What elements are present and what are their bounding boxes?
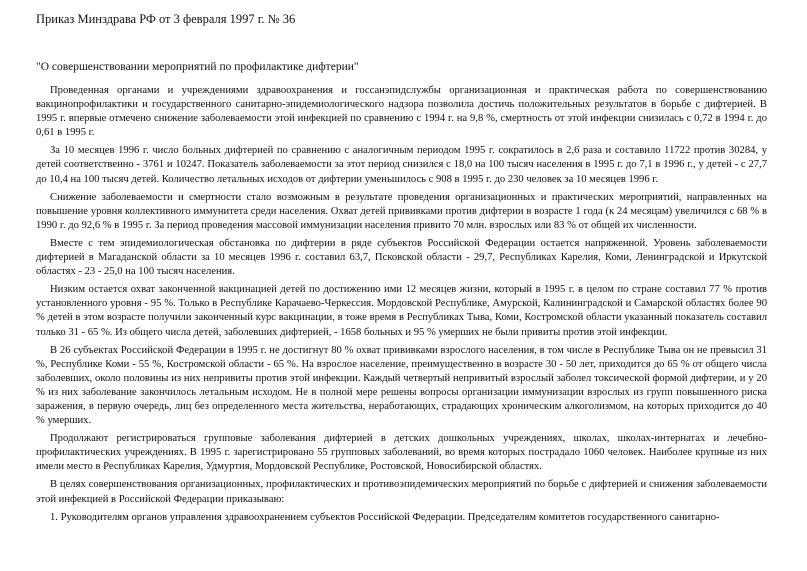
paragraph-3: Снижение заболеваемости и смертности стало возможным в результате проведения организационных и практических мероприятий, направленных на повышение уровня коллективного иммунитета среди населения. Охват детей прививками против дифтерии в возрасте 1 года (к 24 месяцам) увеличился с 68 % в 1990 г. до 92,6 % в 1995 г. За период проведения массовой иммунизации населения привито 70 млн. взрослых или 83 % от общей их численности. [36, 191, 767, 231]
paragraph-5: Низким остается охват законченной вакцинацией детей по достижению ими 12 месяцев жизни, который в 1995 г. в целом по стране составил 77 % против установленного уровня - 95 %. Только в Республике Карачаево-Черкессия. Мордовской Республике, Амурской, Калининградской и Самарской областях более 90 % детей в этом возрасте получили законченный курс вакцинации, в тоже время в Республиках Тыва, Коми, Костромской области указанный показатель составил только 31 - 65 %. Из общего числа детей, заболевших дифтерией, - 1658 больных и 95 % умерших не были привиты против этой инфекции. [36, 284, 767, 338]
document-body [36, 84, 767, 529]
paragraph-7: Продолжают регистрироваться групповые заболевания дифтерией в детских дошкольных учреждениях, школах, школах-интернатах и лечебно-профилактических учреждениях. В 1995 г. зарегистрировано 55 групповых заболеваний, во время которых пострадало 1060 человек. Наиболее крупные из них имели место в Республиках Карелия, Удмуртия, Мордовской Республике, Ростовской, Новосибирской областях. [36, 433, 767, 473]
document-title: Приказ Минздрава РФ от 3 февраля 1997 г. № 36 [36, 12, 296, 26]
paragraph-9: 1. Руководителям органов управления здравоохранением субъектов Российской Федерации. Председателям комитетов государственного санитарно- [50, 511, 720, 523]
paragraph-6: В 26 субъектах Российской Федерации в 1995 г. не достигнут 80 % охват прививками взрослого населения, в том числе в Республике Тыва он не превысил 31 %, Республике Коми - 55 %, Костромской области - 65 %. На взрослое население, преимущественно в возрасте 30 - 50 лет, приходится до 65 % от общего числа заболевших, около половины из них непривиты против этой инфекции. Каждый четвертый непривитый взрослый заболел токсической формой дифтерии, и у 20 % из них заболевание закончилось летальным исходом. Не в полной мере решены вопросы организации иммунизации взрослых из групп повышенного риска заражения, в первую очередь, лиц без определенного места жительства, неработающих, страдающих хроническим алкоголизмом, на которых приходится до 40 % умерших. [36, 344, 767, 427]
document-subtitle: "О совершенствовании мероприятий по профилактике дифтерии" [36, 61, 359, 73]
paragraph-2: За 10 месяцев 1996 г. число больных дифтерией по сравнению с аналогичным периодом 1995 г. сократилось в 2,6 раза и составило 11722 против 30284, у детей соответственно - 3761 и 10247. Показатель заболеваемости за этот период снизился с 18,0 на 100 тысяч населения в 1995 г. до 7,1 в 1996 г., у детей - с 27,7 до 10,4 на 100 тысяч детей. Количество летальных исходов от дифтерии уменьшилось с 908 в 1995 г. до 230 человек за 10 месяцев 1996 г. [36, 145, 767, 185]
paragraph-8: В целях совершенствования организационных, профилактических и противоэпидемических мероприятий по борьбе с дифтерией и снижения заболеваемости этой инфекцией в Российской Федерации приказываю: [36, 479, 767, 505]
paragraph-4: Вместе с тем эпидемиологическая обстановка по дифтерии в ряде субъектов Российской Федерации остается напряженной. Уровень заболеваемости дифтерией в Магаданской области за 10 месяцев 1996 г. составил 63,7, Псковской области - 29,7, Республиках Карелия, Коми, Ленинградской и Иркутской областях - 23 - 25,0 на 100 тысяч населения. [36, 237, 767, 278]
paragraph-1: Проведенная органами и учреждениями здравоохранения и госсанэпидслужбы организационная и практическая работа по совершенствованию вакцинопрофилактики и государственного санитарно-эпидемиологического надзора позволила достичь положительных результатов в борьбе с дифтерией. В 1995 г. впервые отмечено снижение заболеваемости этой инфекцией по сравнению с 1994 г. на 9,8 %, смертность от этой инфекции снизилась с 0,72 в 1994 г. до 0,61 в 1995 г. [36, 85, 767, 139]
